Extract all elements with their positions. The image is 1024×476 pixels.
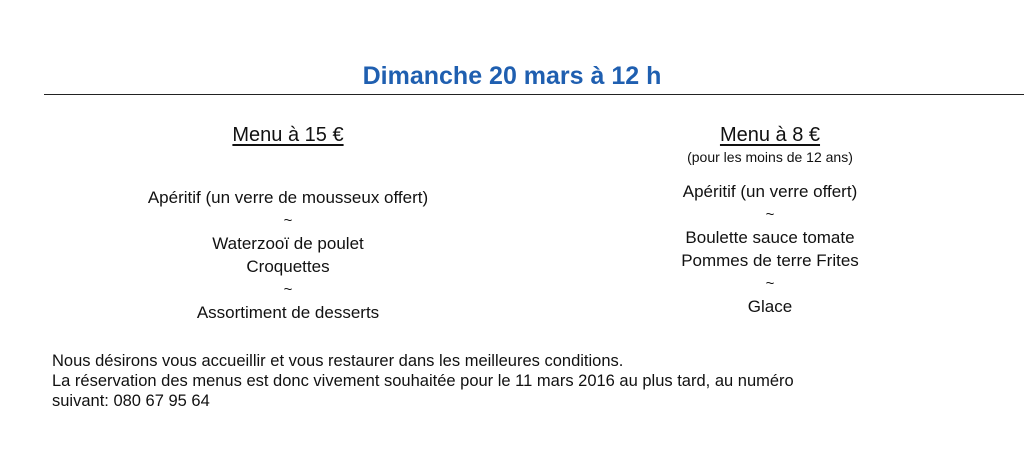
menu-adult-items — [120, 148, 456, 324]
menu-item: Pommes de terre Frites — [681, 251, 859, 270]
menu-separator: ~ — [283, 212, 293, 229]
menu-adult-title: Menu à 15 € — [232, 124, 344, 146]
menu-separator: ~ — [283, 281, 293, 298]
menu-item: Waterzooï de poulet — [212, 234, 364, 253]
menu-adult — [120, 122, 456, 324]
footer-line: suivant: 080 67 95 64 — [52, 392, 210, 410]
menu-child-items — [620, 166, 920, 318]
menu-item: Apéritif (un verre offert) — [682, 182, 858, 201]
menu-item: Croquettes — [246, 257, 330, 276]
menu-item: Boulette sauce tomate — [685, 228, 855, 247]
menu-item: Apéritif (un verre de mousseux offert) — [147, 188, 429, 207]
menu-item: Assortiment de desserts — [196, 303, 380, 322]
footer-line: Nous désirons vous accueillir et vous restaurer dans les meilleures conditions. — [52, 352, 624, 370]
menu-child-title: Menu à 8 € — [719, 124, 821, 146]
menu-child-subtitle: (pour les moins de 12 ans) — [687, 149, 853, 165]
page-title: Dimanche 20 mars à 12 h — [362, 62, 662, 90]
menu-separator: ~ — [765, 275, 775, 292]
footer-line: La réservation des menus est donc vivement souhaitée pour le 11 mars 2016 au plus tard, au numéro — [52, 372, 794, 390]
reservation-note — [52, 351, 952, 411]
menu-item: Glace — [747, 297, 793, 316]
menu-separator: ~ — [765, 206, 775, 223]
title-divider — [44, 94, 1024, 95]
menu-child — [620, 122, 920, 318]
